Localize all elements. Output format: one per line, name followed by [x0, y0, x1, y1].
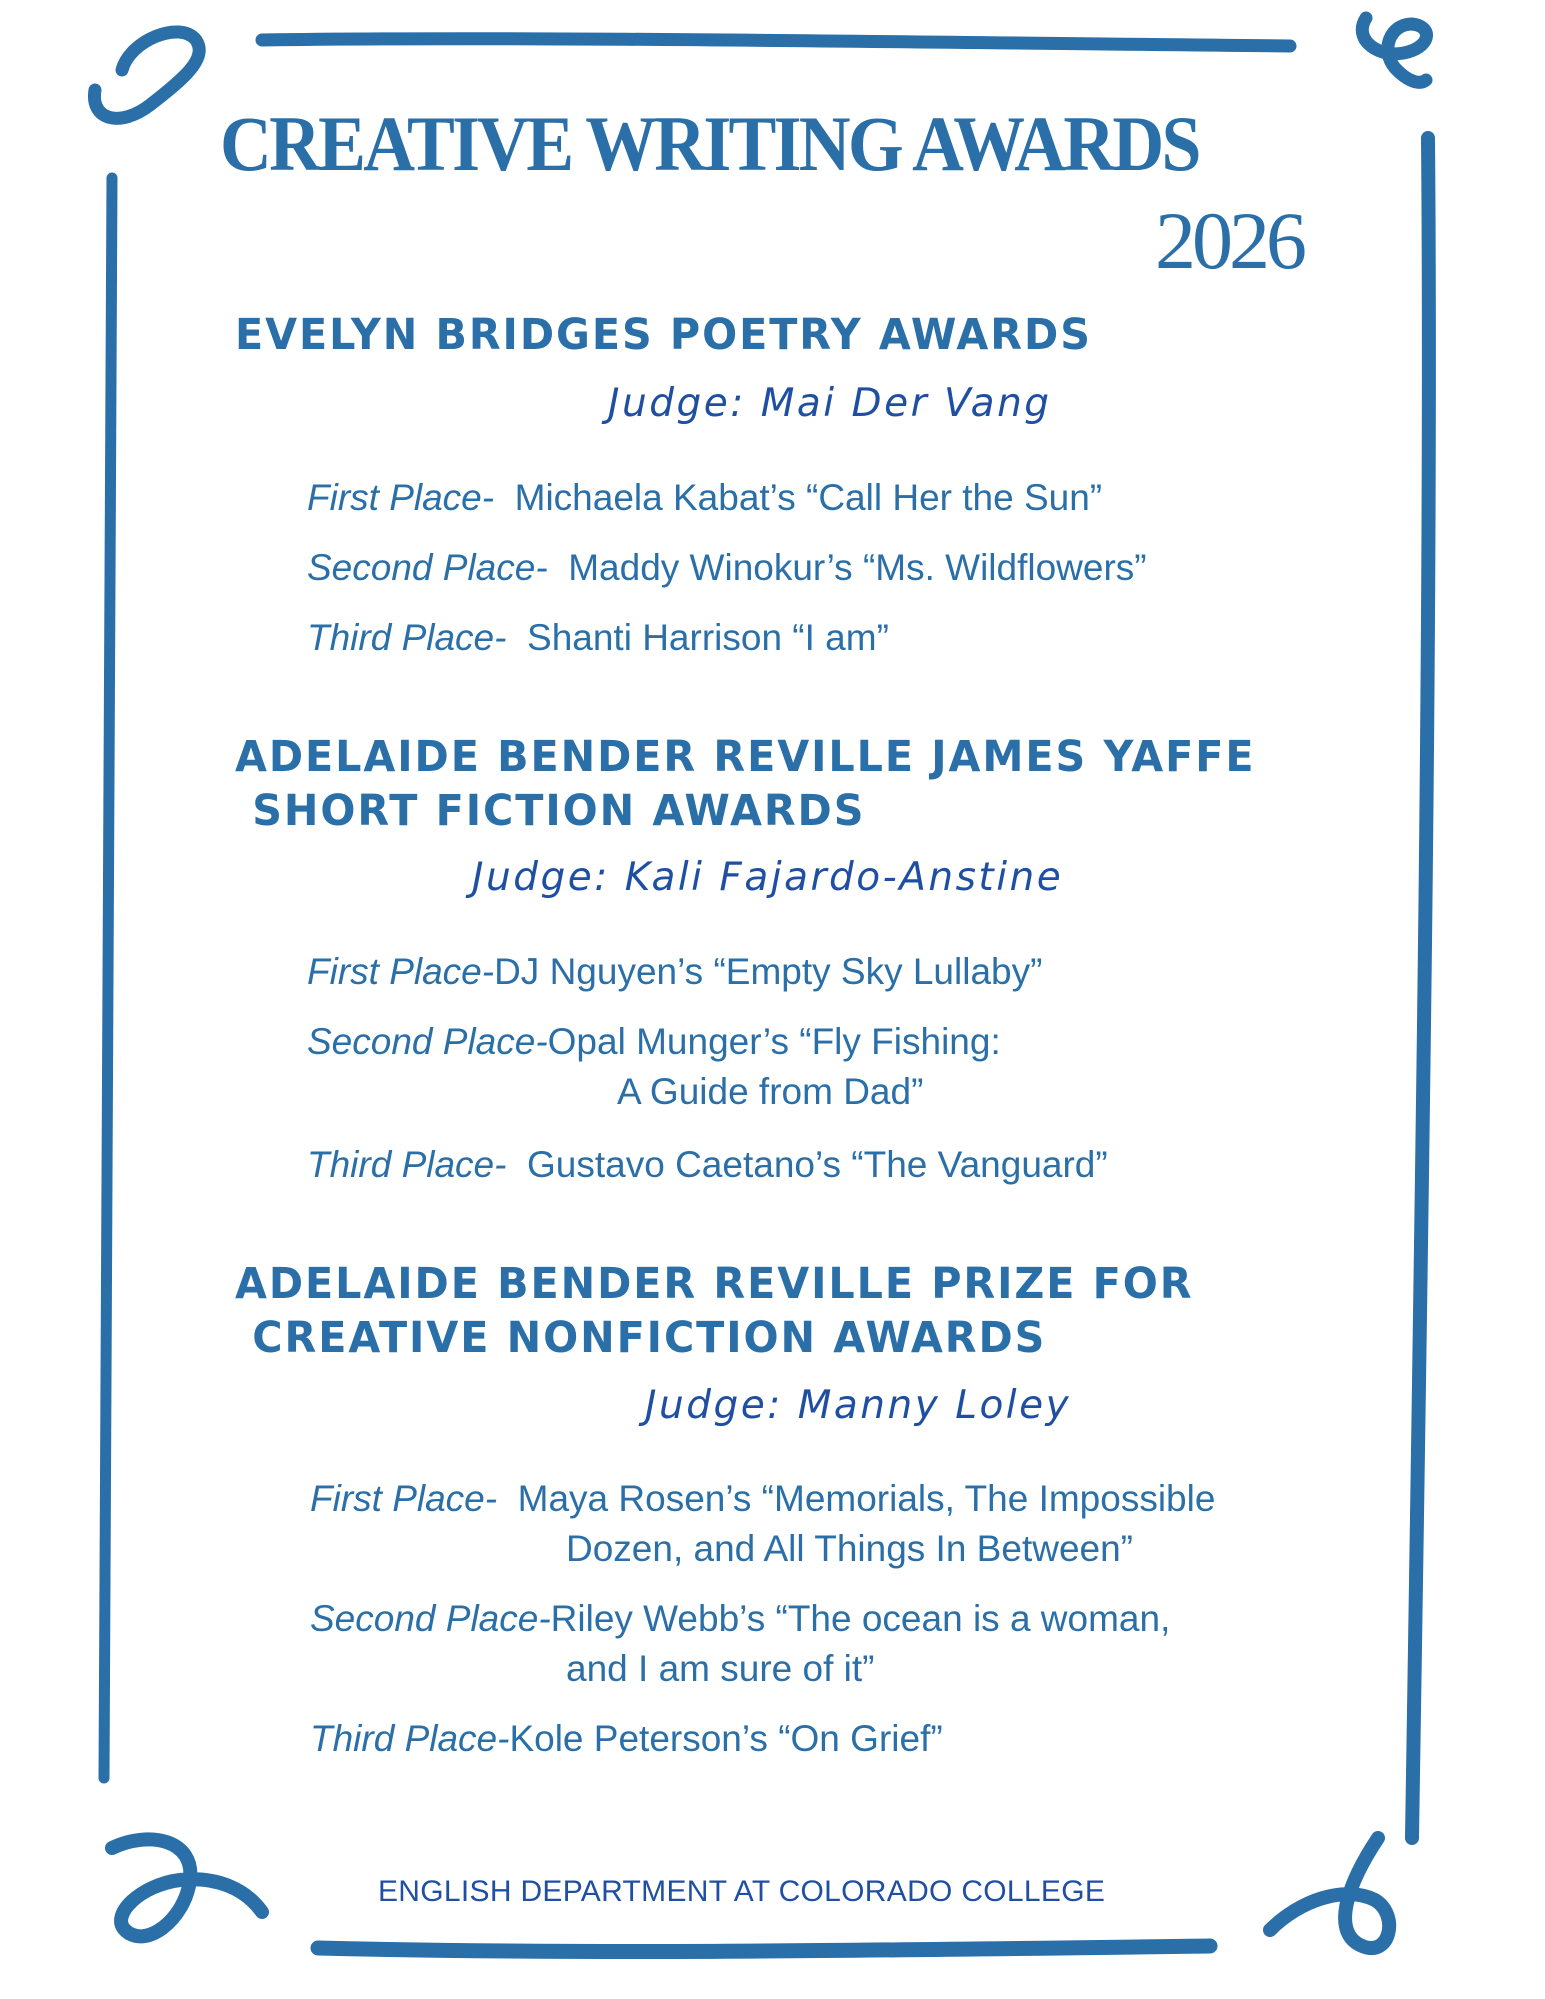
entry-text-continued: and I am sure of it” — [566, 1648, 875, 1689]
swirl-top-right — [1362, 18, 1426, 82]
judge-poetry: Judge: Mai Der Vang — [608, 381, 1052, 426]
entry-poetry-second — [307, 543, 1147, 593]
place-label: First Place- — [307, 477, 495, 518]
place-label: Third Place- — [310, 1718, 510, 1759]
section-heading-fiction — [235, 730, 1256, 838]
section-heading-line: CREATIVE NONFICTION AWARDS — [252, 1313, 1047, 1363]
entry-fiction-first — [307, 947, 1042, 997]
section-heading-line: EVELYN BRIDGES POETRY AWARDS — [235, 310, 1092, 360]
swirl-bottom-left — [112, 1839, 262, 1936]
entry-poetry-first — [307, 473, 1102, 523]
section-heading-line: ADELAIDE BENDER REVILLE PRIZE FOR — [235, 1259, 1194, 1309]
entry-text: Kole Peterson’s “On Grief” — [509, 1718, 943, 1759]
entry-text: Shanti Harrison “I am” — [527, 617, 889, 658]
section-heading-line: SHORT FICTION AWARDS — [252, 786, 866, 836]
frame-left-stroke — [104, 178, 112, 1778]
section-heading-nonfiction — [235, 1257, 1194, 1365]
award-year: 2026 — [1155, 195, 1303, 286]
place-label: Second Place- — [307, 1021, 548, 1062]
judge-nonfiction: Judge: Manny Loley — [645, 1383, 1072, 1428]
section-heading-poetry — [235, 308, 1092, 362]
entry-text-continued: A Guide from Dad” — [617, 1071, 924, 1112]
entry-text: Gustavo Caetano’s “The Vanguard” — [527, 1144, 1108, 1185]
entry-text: Opal Munger’s “Fly Fishing: — [547, 1021, 1001, 1062]
swirl-top-left — [94, 32, 199, 118]
swirl-bottom-right — [1270, 1838, 1389, 1948]
page-title: CREATIVE WRITING AWARDS — [220, 100, 1199, 187]
place-label: First Place- — [307, 951, 495, 992]
entry-text: Michaela Kabat’s “Call Her the Sun” — [514, 477, 1103, 518]
entry-text-continued: Dozen, and All Things In Between” — [566, 1528, 1133, 1569]
place-label: Third Place- — [307, 1144, 507, 1185]
section-heading-line: ADELAIDE BENDER REVILLE JAMES YAFFE — [235, 732, 1256, 782]
entry-text: Riley Webb’s “The ocean is a woman, — [550, 1598, 1171, 1639]
frame-right-stroke — [1412, 138, 1429, 1838]
footer-department: ENGLISH DEPARTMENT AT COLORADO COLLEGE — [378, 1875, 1106, 1908]
place-label: Second Place- — [310, 1598, 551, 1639]
place-label: Second Place- — [307, 547, 548, 588]
entry-text: Maya Rosen’s “Memorials, The Impossible — [517, 1478, 1216, 1519]
entry-text: DJ Nguyen’s “Empty Sky Lullaby” — [494, 951, 1043, 992]
entry-fiction-second — [307, 1017, 1001, 1117]
entry-poetry-third — [307, 613, 889, 663]
place-label: First Place- — [310, 1478, 498, 1519]
entry-nonfiction-first — [310, 1474, 1215, 1574]
frame-bottom-stroke — [318, 1946, 1210, 1952]
place-label: Third Place- — [307, 617, 507, 658]
judge-fiction: Judge: Kali Fajardo-Anstine — [472, 855, 1064, 900]
frame-top-stroke — [262, 39, 1290, 46]
entry-nonfiction-third — [310, 1714, 943, 1764]
entry-fiction-third — [307, 1140, 1108, 1190]
entry-text: Maddy Winokur’s “Ms. Wildflowers” — [568, 547, 1147, 588]
entry-nonfiction-second — [310, 1594, 1170, 1694]
